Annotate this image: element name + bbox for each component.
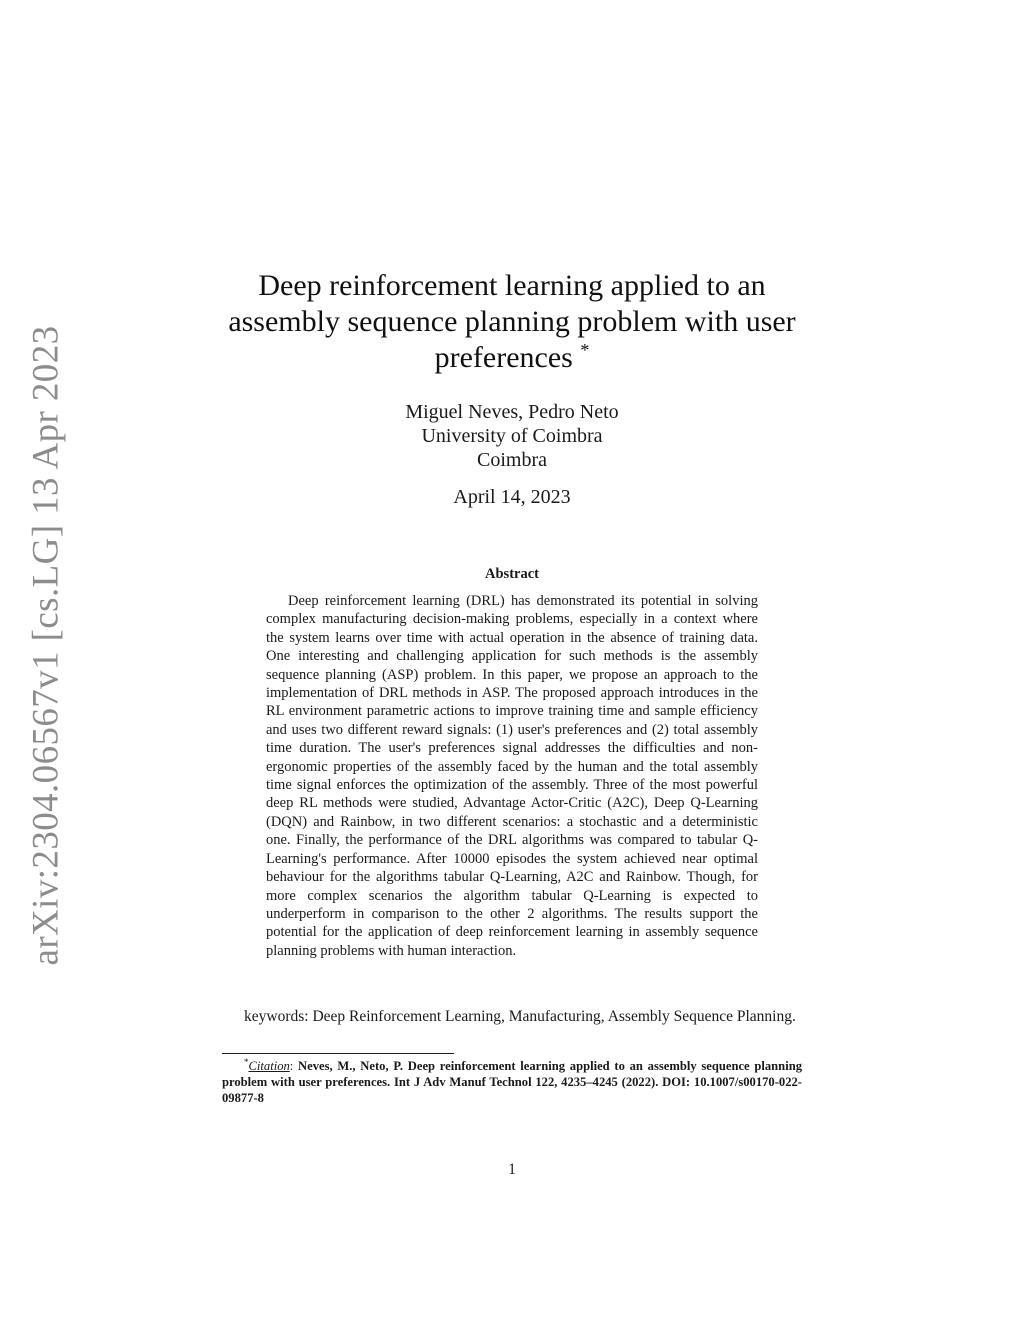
footnote-divider [222, 1053, 454, 1054]
author-city: Coimbra [477, 449, 547, 471]
author-block [312, 400, 712, 472]
citation-footnote [222, 1058, 802, 1106]
page-number: 1 [508, 1161, 516, 1178]
abstract-body: Deep reinforcement learning (DRL) has demonstrated its potential in solving complex manufacturing decision-making problems, especially in a context where the system learns over time with actual operation in the absence of training data. One interesting and challenging application for such methods is the assembly sequence planning (ASP) problem. In this paper, we propose an approach to the implementation of DRL methods in ASP. The proposed approach introduces in the RL environment parametric actions to improve training time and sample efficiency and uses two different reward signals: (1) user's preferences and (2) total assembly time duration. The user's preferences signal addresses the difficulties and non-ergonomic properties of the assembly faced by the human and the total assembly time signal enforces the optimization of the assembly. Three of the most powerful deep RL methods were studied, Advantage Actor-Critic (A2C), Deep Q-Learning (DQN) and Rainbow, in two different scenarios: a stochastic and a deterministic one. Finally, the performance of the DRL algorithms was compared to tabular Q-Learning's performance. After 10000 episodes the system achieved near optimal behaviour for the algorithms tabular Q-Learning, A2C and Rainbow. Though, for more complex scenarios the algorithm tabular Q-Learning is expected to underperform in comparison to the other 2 algorithms. The results support the potential for the application of deep reinforcement learning in assembly sequence planning problems with human interaction. [266, 593, 758, 959]
title-line-3-text: preferences [434, 341, 573, 374]
author-names: Miguel Neves, Pedro Neto [405, 401, 619, 423]
keywords-paragraph: keywords: Deep Reinforcement Learning, Manufacturing, Assembly Sequence Planning. [244, 1008, 796, 1025]
title-line-2: assembly sequence planning problem with user [228, 305, 796, 338]
arxiv-identifier-stamp [14, 324, 78, 966]
title-line-1: Deep reinforcement learning applied to an [258, 269, 766, 302]
abstract-heading: Abstract [485, 566, 539, 582]
paper-title [222, 268, 802, 376]
citation-text: Neves, M., Neto, P. Deep reinforcement learning applied to an assembly sequence planning problem with user preferences. Int J Adv Manuf Technol 122, 4235–4245 (2022). DOI: 10.1007/s00170-022-09877-8 [222, 1059, 802, 1105]
citation-label: Citation [248, 1059, 290, 1073]
arxiv-identifier-text: arXiv:2304.06567v1 [cs.LG] 13 Apr 2023 [25, 324, 67, 966]
author-affiliation: University of Coimbra [421, 425, 603, 447]
title-footnote-mark: * [580, 340, 590, 360]
title-line-3 [222, 340, 802, 376]
citation-separator: : [289, 1059, 299, 1073]
publication-date: April 14, 2023 [453, 486, 571, 508]
footnote-mark: * [244, 1056, 249, 1067]
